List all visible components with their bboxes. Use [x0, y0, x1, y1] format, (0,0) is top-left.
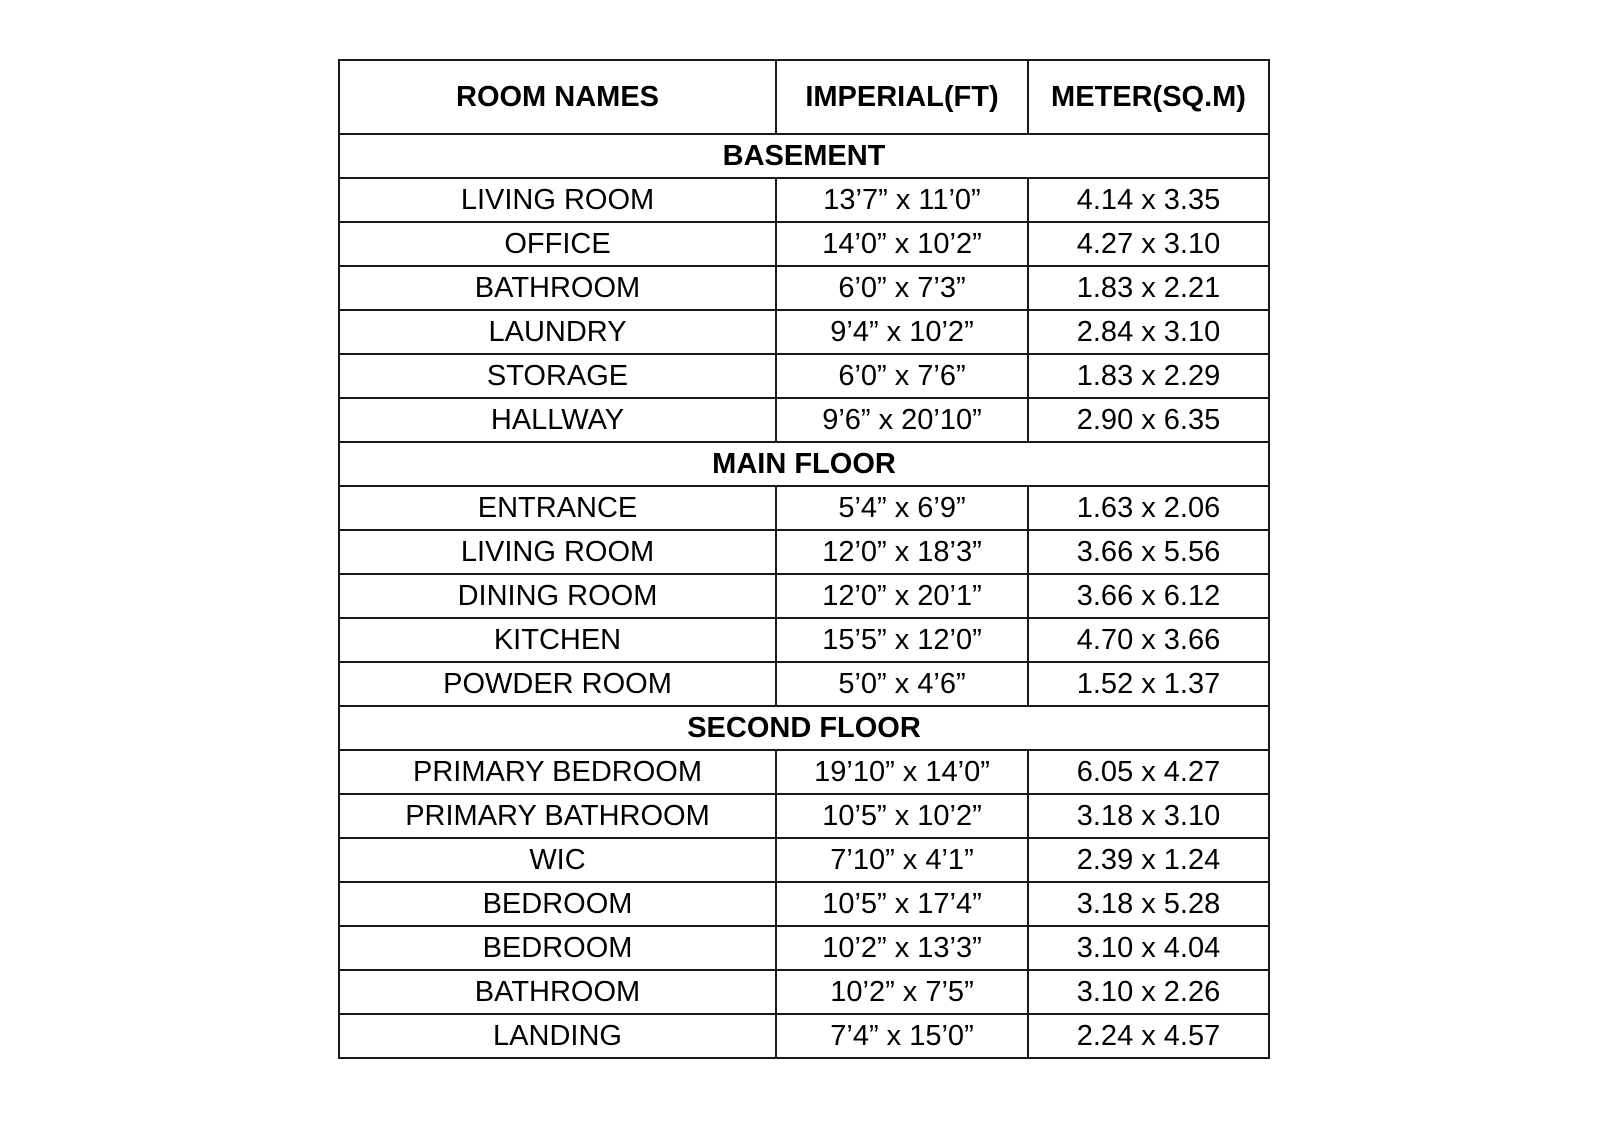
table-row — [339, 354, 1269, 398]
table-row — [339, 926, 1269, 970]
meter-cell: 3.10 x 4.04 — [1028, 926, 1269, 970]
imperial-cell: 13’7” x 11’0” — [776, 178, 1028, 222]
room-name-cell: BEDROOM — [339, 882, 776, 926]
room-name-cell: PRIMARY BATHROOM — [339, 794, 776, 838]
room-name-cell: KITCHEN — [339, 618, 776, 662]
section-row — [339, 442, 1269, 486]
imperial-cell: 12’0” x 20’1” — [776, 574, 1028, 618]
table-row — [339, 266, 1269, 310]
table-row — [339, 1014, 1269, 1058]
room-name-cell: STORAGE — [339, 354, 776, 398]
meter-cell: 3.66 x 5.56 — [1028, 530, 1269, 574]
meter-cell: 1.63 x 2.06 — [1028, 486, 1269, 530]
header-room-names: ROOM NAMES — [339, 60, 776, 134]
meter-cell: 1.83 x 2.29 — [1028, 354, 1269, 398]
table-row — [339, 310, 1269, 354]
room-name-cell: BATHROOM — [339, 970, 776, 1014]
meter-cell: 4.70 x 3.66 — [1028, 618, 1269, 662]
imperial-cell: 5’4” x 6’9” — [776, 486, 1028, 530]
table-row — [339, 750, 1269, 794]
table-row — [339, 398, 1269, 442]
section-row — [339, 134, 1269, 178]
meter-cell: 3.18 x 5.28 — [1028, 882, 1269, 926]
table-row — [339, 794, 1269, 838]
room-name-cell: LIVING ROOM — [339, 530, 776, 574]
room-dimensions-table — [338, 59, 1270, 1059]
table-header — [339, 60, 1269, 134]
imperial-cell: 12’0” x 18’3” — [776, 530, 1028, 574]
room-name-cell: LIVING ROOM — [339, 178, 776, 222]
header-imperial: IMPERIAL(FT) — [776, 60, 1028, 134]
meter-cell: 2.39 x 1.24 — [1028, 838, 1269, 882]
imperial-cell: 15’5” x 12’0” — [776, 618, 1028, 662]
meter-cell: 3.18 x 3.10 — [1028, 794, 1269, 838]
header-meter: METER(SQ.M) — [1028, 60, 1269, 134]
section-row — [339, 706, 1269, 750]
room-name-cell: PRIMARY BEDROOM — [339, 750, 776, 794]
imperial-cell: 9’6” x 20’10” — [776, 398, 1028, 442]
meter-cell: 4.14 x 3.35 — [1028, 178, 1269, 222]
table-row — [339, 178, 1269, 222]
imperial-cell: 6’0” x 7’3” — [776, 266, 1028, 310]
header-row — [339, 60, 1269, 134]
imperial-cell: 10’5” x 10’2” — [776, 794, 1028, 838]
room-name-cell: BATHROOM — [339, 266, 776, 310]
imperial-cell: 14’0” x 10’2” — [776, 222, 1028, 266]
room-name-cell: HALLWAY — [339, 398, 776, 442]
meter-cell: 1.83 x 2.21 — [1028, 266, 1269, 310]
meter-cell: 6.05 x 4.27 — [1028, 750, 1269, 794]
meter-cell: 3.10 x 2.26 — [1028, 970, 1269, 1014]
table-row — [339, 838, 1269, 882]
imperial-cell: 19’10” x 14’0” — [776, 750, 1028, 794]
room-name-cell: LANDING — [339, 1014, 776, 1058]
room-name-cell: OFFICE — [339, 222, 776, 266]
meter-cell: 1.52 x 1.37 — [1028, 662, 1269, 706]
table-row — [339, 970, 1269, 1014]
room-name-cell: WIC — [339, 838, 776, 882]
section-title: BASEMENT — [339, 134, 1269, 178]
imperial-cell: 7’10” x 4’1” — [776, 838, 1028, 882]
table-body — [339, 134, 1269, 1058]
room-name-cell: DINING ROOM — [339, 574, 776, 618]
imperial-cell: 5’0” x 4’6” — [776, 662, 1028, 706]
table-row — [339, 662, 1269, 706]
section-title: SECOND FLOOR — [339, 706, 1269, 750]
section-title: MAIN FLOOR — [339, 442, 1269, 486]
meter-cell: 2.24 x 4.57 — [1028, 1014, 1269, 1058]
imperial-cell: 10’2” x 13’3” — [776, 926, 1028, 970]
room-name-cell: BEDROOM — [339, 926, 776, 970]
table-row — [339, 530, 1269, 574]
imperial-cell: 6’0” x 7’6” — [776, 354, 1028, 398]
table-row — [339, 618, 1269, 662]
imperial-cell: 9’4” x 10’2” — [776, 310, 1028, 354]
meter-cell: 2.84 x 3.10 — [1028, 310, 1269, 354]
table-row — [339, 222, 1269, 266]
meter-cell: 4.27 x 3.10 — [1028, 222, 1269, 266]
table-row — [339, 574, 1269, 618]
room-name-cell: LAUNDRY — [339, 310, 776, 354]
imperial-cell: 10’2” x 7’5” — [776, 970, 1028, 1014]
table-row — [339, 882, 1269, 926]
room-name-cell: POWDER ROOM — [339, 662, 776, 706]
meter-cell: 3.66 x 6.12 — [1028, 574, 1269, 618]
room-name-cell: ENTRANCE — [339, 486, 776, 530]
imperial-cell: 7’4” x 15’0” — [776, 1014, 1028, 1058]
imperial-cell: 10’5” x 17’4” — [776, 882, 1028, 926]
meter-cell: 2.90 x 6.35 — [1028, 398, 1269, 442]
table-row — [339, 486, 1269, 530]
